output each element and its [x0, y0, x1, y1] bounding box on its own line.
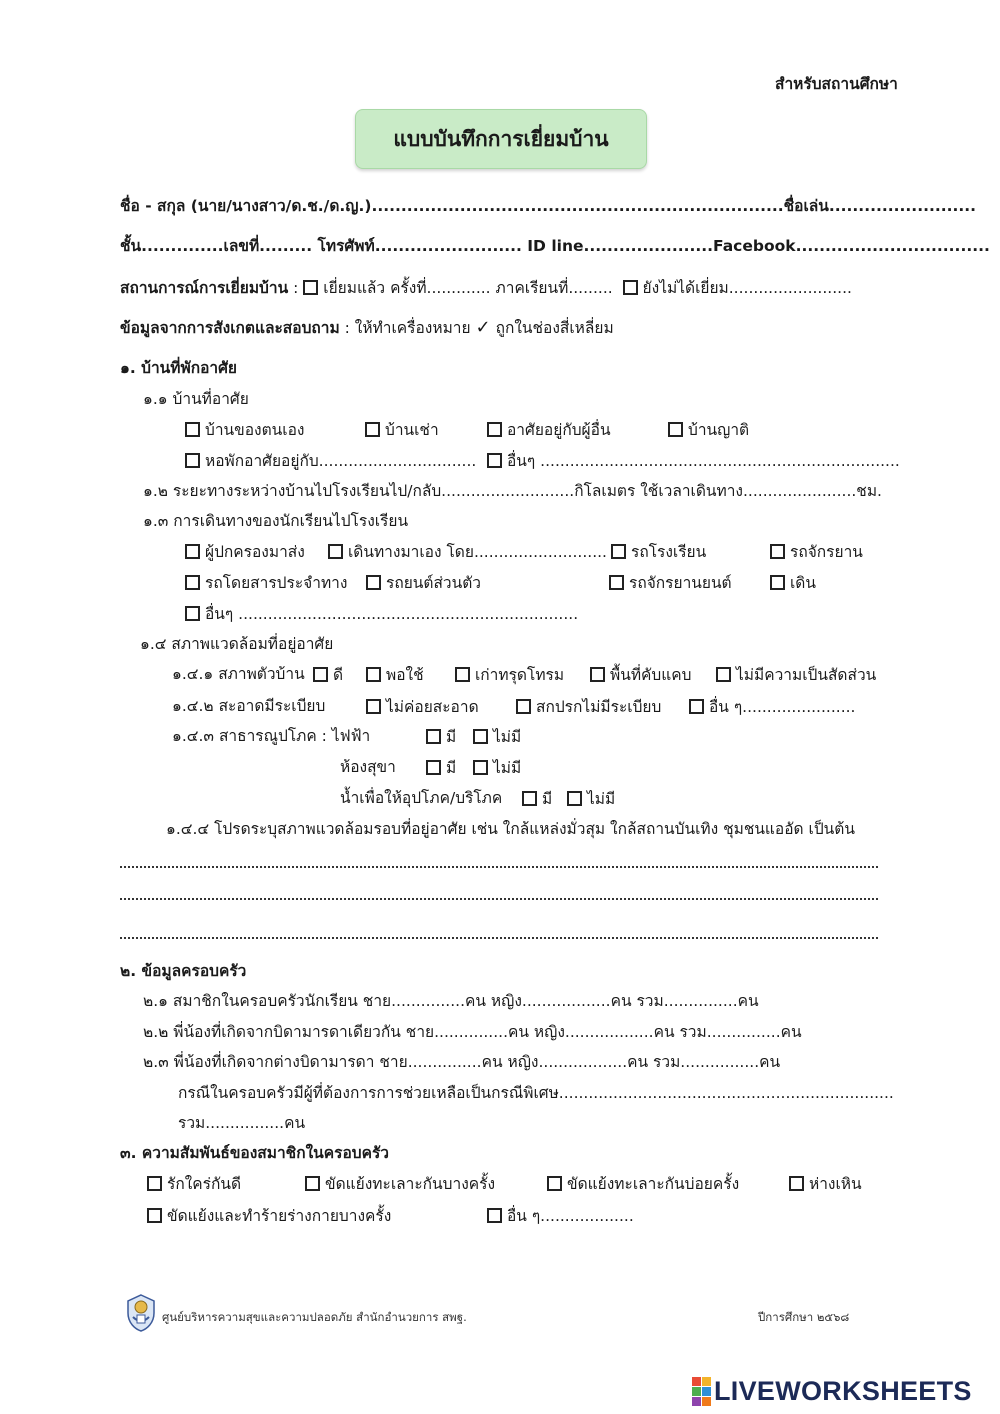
s11-option: [487, 422, 611, 439]
s3-violence-checkbox[interactable]: [147, 1208, 162, 1223]
s13-bicycle-checkbox[interactable]: [770, 544, 785, 559]
toilet-no-checkbox[interactable]: [473, 760, 488, 775]
s23-total[interactable]: รวม................คน: [178, 1114, 306, 1132]
option-label: ผู้ปกครองมาส่ง: [205, 543, 305, 561]
s11-live-with-others-checkbox[interactable]: [487, 422, 502, 437]
s13-heading: ๑.๓ การเดินทางของนักเรียนไปโรงเรียน: [143, 512, 409, 530]
option-label: บ้านของตนเอง: [205, 421, 305, 439]
s143-water-no: [567, 791, 615, 808]
s22-siblings[interactable]: ๒.๒ พี่น้องที่เกิดจากบิดามารดาเดียวกัน ชาย...............คน หญิง..................คน รวม...............คน: [143, 1023, 802, 1041]
option-label: ไม่มี: [493, 728, 522, 746]
footer-year: ปีการศึกษา ๒๕๖๘: [758, 1310, 850, 1324]
option-label: อื่นๆ .........................................................................: [507, 452, 900, 470]
visit-status-label: สถานการณ์การเยี่ยมบ้าน: [120, 279, 289, 297]
s3-option: [147, 1176, 241, 1193]
s13-option: [328, 544, 607, 561]
s3-option: [147, 1208, 391, 1225]
s23-special-needs[interactable]: กรณีในครอบครัวมีผู้ที่ต้องการการช่วยเหลือเป็นกรณีพิเศษ....................................................................: [178, 1084, 894, 1102]
s143-label: ๑.๔.๓ สาธารณูปโภค : ไฟฟ้า: [172, 727, 371, 745]
option-label: มี: [542, 790, 553, 808]
option-label: บ้านญาติ: [688, 421, 750, 439]
s3-other-checkbox[interactable]: [487, 1208, 502, 1223]
s141-option: [455, 667, 564, 684]
electric-no-checkbox[interactable]: [473, 729, 488, 744]
electric-yes-checkbox[interactable]: [426, 729, 441, 744]
s142-option: [516, 699, 661, 716]
s13-option: [185, 606, 578, 623]
option-label: หอพักอาศัยอยู่กับ................................: [205, 452, 477, 470]
s3-conflict-often-checkbox[interactable]: [547, 1176, 562, 1191]
option-label: รถยนต์ส่วนตัว: [386, 574, 481, 592]
toilet-yes-checkbox[interactable]: [426, 760, 441, 775]
check-mark-icon: ✓: [475, 317, 491, 338]
s141-fair-checkbox[interactable]: [366, 667, 381, 682]
s13-public-bus-checkbox[interactable]: [185, 575, 200, 590]
s3-option: [547, 1176, 739, 1193]
s3-distant-checkbox[interactable]: [789, 1176, 804, 1191]
s3-option: [789, 1176, 862, 1193]
s141-good-checkbox[interactable]: [313, 667, 328, 682]
option-label: พอใช้: [386, 666, 424, 684]
visit-done-checkbox[interactable]: [303, 280, 318, 295]
s11-option: [185, 422, 304, 439]
s11-own-house-checkbox[interactable]: [185, 422, 200, 437]
s21-members[interactable]: ๒.๑ สมาชิกในครอบครัวนักเรียน ชาย...............คน หญิง..................คน รวม...............คน: [143, 992, 759, 1010]
obec-emblem-icon: [124, 1293, 158, 1333]
s141-old-checkbox[interactable]: [455, 667, 470, 682]
s11-rent-checkbox[interactable]: [365, 422, 380, 437]
s143-electric-yes: [426, 729, 456, 746]
section2-heading: ๒. ข้อมูลครอบครัว: [120, 962, 247, 980]
observation-text: : ให้ทำเครื่องหมาย: [339, 319, 471, 337]
s13-option: [366, 575, 481, 592]
option-label: ขัดแย้งและทำร้ายร่างกายบางครั้ง: [167, 1207, 392, 1225]
s13-walk-checkbox[interactable]: [770, 575, 785, 590]
s142-other-checkbox[interactable]: [689, 699, 704, 714]
option-label: บ้านเช่า: [385, 421, 439, 439]
answer-line[interactable]: [120, 937, 878, 939]
answer-line[interactable]: [120, 898, 878, 900]
s141-option: [313, 667, 343, 684]
s13-option: [185, 575, 347, 592]
s13-self-checkbox[interactable]: [328, 544, 343, 559]
option-label: รถโรงเรียน: [631, 543, 707, 561]
s143-toilet-yes: [426, 760, 456, 777]
s141-option: [716, 667, 876, 684]
option-label: อาศัยอยู่กับผู้อื่น: [507, 421, 611, 439]
s3-option: [487, 1208, 634, 1225]
option-label: รถจักรยานยนต์: [629, 574, 732, 592]
s141-cramped-checkbox[interactable]: [590, 667, 605, 682]
option-label: มี: [446, 728, 457, 746]
s11-option: [365, 422, 439, 439]
water-no-checkbox[interactable]: [567, 791, 582, 806]
s3-option: [305, 1176, 495, 1193]
option-label: รถโดยสารประจำทาง: [205, 574, 348, 592]
option-label: พื้นที่คับแคบ: [610, 666, 692, 684]
s143-toilet-label: ห้องสุขา: [340, 758, 396, 776]
page-title: แบบบันทึกการเยี่ยมบ้าน: [355, 109, 647, 169]
s141-option: [366, 667, 424, 684]
s12-distance[interactable]: ๑.๒ ระยะทางระหว่างบ้านไปโรงเรียนไป/กลับ...........................กิโลเมตร ใช้เวลาเดินทาง.......................ชม.: [143, 482, 882, 500]
class-contact-field[interactable]: ชั้น..............เลขที่......... โทรศัพท์......................... ID line......................Facebook.................................: [120, 237, 990, 255]
option-label: อื่นๆ .....................................................................: [205, 605, 579, 623]
option-label: ขัดแย้งทะเลาะกันบางครั้ง: [325, 1175, 496, 1193]
s143-water-yes: [522, 791, 552, 808]
s14-heading: ๑.๔ สภาพแวดล้อมที่อยู่อาศัย: [140, 635, 334, 653]
visit-not-checkbox[interactable]: [623, 280, 638, 295]
s3-conflict-sometimes-checkbox[interactable]: [305, 1176, 320, 1191]
s142-option: [366, 699, 479, 716]
footer-org: ศูนย์บริหารความสุขและความปลอดภัย สำนักอำนวยการ สพฐ.: [162, 1310, 467, 1324]
s13-option: [185, 544, 305, 561]
visit-done-label: เยี่ยมแล้ว ครั้งที่............. ภาคเรียนที่.........: [323, 279, 613, 297]
option-label: ไม่มีความเป็นสัดส่วน: [736, 666, 877, 684]
option-label: ขัดแย้งทะเลาะกันบ่อยครั้ง: [567, 1175, 740, 1193]
option-label: เดิน: [790, 574, 816, 592]
s13-option: [609, 575, 732, 592]
visit-status-row: [120, 280, 852, 297]
s13-option: [770, 575, 816, 592]
s11-relative-checkbox[interactable]: [668, 422, 683, 437]
option-label: อื่น ๆ.......................: [709, 698, 856, 716]
s13-school-bus-checkbox[interactable]: [611, 544, 626, 559]
s13-other-checkbox[interactable]: [185, 606, 200, 621]
s11-dorm-checkbox[interactable]: [185, 453, 200, 468]
option-label: ดี: [333, 666, 344, 684]
s11-option: [668, 422, 749, 439]
s13-motorcycle-checkbox[interactable]: [609, 575, 624, 590]
s141-label: ๑.๔.๑ สภาพตัวบ้าน: [172, 665, 305, 683]
s3-loving-checkbox[interactable]: [147, 1176, 162, 1191]
liveworksheets-brand[interactable]: [692, 1376, 972, 1407]
s13-parent-checkbox[interactable]: [185, 544, 200, 559]
observation-label: ข้อมูลจากการสังเกตและสอบถาม: [120, 319, 340, 337]
liveworksheets-wordmark: LIVEWORKSHEETS: [714, 1376, 972, 1406]
water-yes-checkbox[interactable]: [522, 791, 537, 806]
s144-text: ๑.๔.๔ โปรดระบุสภาพแวดล้อมรอบที่อยู่อาศัย เช่น ใกล้แหล่งมั่วสุม ใกล้สถานบันเทิง ชุมชนแออัด เป็นต้น: [166, 820, 855, 838]
option-label: รถจักรยาน: [790, 543, 863, 561]
option-label: ไม่มี: [493, 759, 522, 777]
s11-option: [185, 453, 476, 470]
option-label: เก่าทรุดโทรม: [475, 666, 565, 684]
s141-option: [590, 667, 691, 684]
s11-heading: ๑.๑ บ้านที่อาศัย: [143, 390, 249, 408]
s11-option: [487, 453, 900, 470]
s13-car-checkbox[interactable]: [366, 575, 381, 590]
visit-not-label: ยังไม่ได้เยี่ยม.........................: [642, 279, 852, 297]
s23-half-siblings[interactable]: ๒.๓ พี่น้องที่เกิดจากต่างบิดามารดา ชาย...............คน หญิง..................คน รวม................คน: [143, 1053, 781, 1071]
option-label: รักใคร่กันดี: [167, 1175, 242, 1193]
observation-text-2: ถูกในช่องสี่เหลี่ยม: [495, 319, 614, 337]
top-right-label: สำหรับสถานศึกษา: [775, 75, 898, 93]
s142-not-clean-checkbox[interactable]: [366, 699, 381, 714]
s143-water-label: น้ำเพื่อให้อุปโภค/บริโภค: [340, 789, 503, 807]
s143-electric-no: [473, 729, 521, 746]
option-label: ห่างเหิน: [809, 1175, 862, 1193]
option-label: ไม่มี: [587, 790, 616, 808]
s141-no-privacy-checkbox[interactable]: [716, 667, 731, 682]
s142-label: ๑.๔.๒ สะอาดมีระเบียบ: [172, 697, 326, 715]
section1-heading: ๑. บ้านที่พักอาศัย: [120, 359, 238, 377]
option-label: สกปรกไม่มีระเบียบ: [536, 698, 662, 716]
option-label: อื่น ๆ...................: [507, 1207, 634, 1225]
section3-heading: ๓. ความสัมพันธ์ของสมาชิกในครอบครัว: [120, 1144, 389, 1162]
s13-option: [770, 544, 863, 561]
visit-colon: :: [288, 279, 299, 297]
option-label: ไม่ค่อยสะอาด: [386, 698, 479, 716]
option-label: เดินทางมาเอง โดย...........................: [348, 543, 607, 561]
s142-dirty-checkbox[interactable]: [516, 699, 531, 714]
s11-other-checkbox[interactable]: [487, 453, 502, 468]
s13-option: [611, 544, 706, 561]
s142-option: [689, 699, 855, 716]
option-label: มี: [446, 759, 457, 777]
s143-toilet-no: [473, 760, 521, 777]
name-field[interactable]: ชื่อ - สกุล (นาย/นางสาว/ด.ช./ด.ญ.)......................................................................ชื่อเล่น.........................: [120, 197, 977, 215]
answer-line[interactable]: [120, 866, 878, 868]
observation-row: [120, 319, 614, 337]
liveworksheets-logo-icon: [692, 1377, 711, 1406]
